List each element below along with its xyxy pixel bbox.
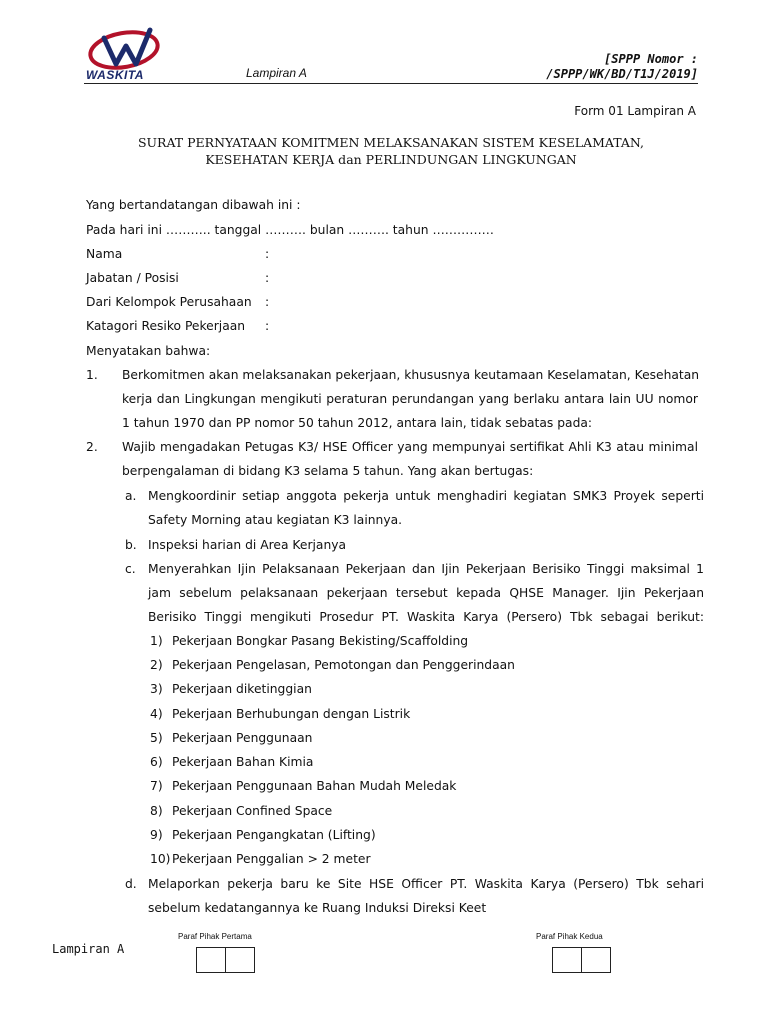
logo-wordmark: WASKITA	[86, 68, 144, 82]
list-number: 5)	[150, 731, 163, 745]
field-label-katagori: Katagori Resiko Pekerjaan	[86, 319, 246, 333]
field-colon: :	[265, 319, 270, 333]
item-1-line-3: 1 tahun 1970 dan PP nomor 50 tahun 2012, antara lain, tidak sebatas pada:	[122, 416, 593, 430]
list-item: Pekerjaan Bongkar Pasang Bekisting/Scaffolding	[172, 634, 469, 648]
list-item: Pekerjaan Pengelasan, Pemotongan dan Penggerindaan	[172, 658, 515, 672]
subitem-d-line-2: sebelum kedatangannya ke Ruang Induksi Direksi Keet	[148, 901, 487, 915]
subitem-letter: c.	[125, 562, 136, 576]
paraf-pertama-label: Paraf Pihak Pertama	[178, 932, 252, 941]
subitem-a-line-2: Safety Morning atau kegiatan K3 lainnya.	[148, 513, 403, 527]
paraf-kedua-box-1[interactable]	[552, 947, 582, 973]
item-number: 2.	[86, 440, 98, 454]
list-item: Pekerjaan Pengangkatan (Lifting)	[172, 828, 376, 842]
list-item: Pekerjaan diketinggian	[172, 682, 312, 696]
subitem-d-line-1: Melaporkan pekerja baru ke Site HSE Officer PT. Waskita Karya (Persero) Tbk sehari	[148, 877, 704, 891]
list-number: 3)	[150, 682, 163, 696]
list-number: 9)	[150, 828, 163, 842]
states-text: Menyatakan bahwa:	[86, 344, 211, 358]
item-2-line-2: berpengalaman di bidang K3 selama 5 tahun. Yang akan bertugas:	[122, 464, 534, 478]
subitem-letter: a.	[125, 489, 137, 503]
subitem-letter: b.	[125, 538, 137, 552]
field-label-kelompok: Dari Kelompok Perusahaan	[86, 295, 252, 309]
field-colon: :	[265, 295, 270, 309]
list-item: Pekerjaan Penggalian > 2 meter	[172, 852, 371, 866]
form-number: Form 01 Lampiran A	[574, 104, 696, 118]
field-label-jabatan: Jabatan / Posisi	[86, 271, 179, 285]
subitem-c-line-3: Berisiko Tinggi mengikuti Prosedur PT. Waskita Karya (Persero) Tbk sebagai berikut:	[148, 610, 704, 624]
field-label-nama: Nama	[86, 247, 123, 261]
header-lampiran: Lampiran A	[246, 66, 307, 80]
item-1-line-2: kerja dan Lingkungan mengikuti peraturan perundangan yang berlaku antara lain UU nomor	[122, 392, 698, 406]
list-item: Pekerjaan Berhubungan dengan Listrik	[172, 707, 411, 721]
paraf-pertama-box-1[interactable]	[196, 947, 226, 973]
subitem-b-line-1: Inspeksi harian di Area Kerjanya	[148, 538, 347, 552]
item-number: 1.	[86, 368, 98, 382]
paraf-kedua-box-2[interactable]	[581, 947, 611, 973]
item-1-line-1: Berkomitmen akan melaksanakan pekerjaan, khususnya keutamaan Keselamatan, Kesehatan	[122, 368, 700, 382]
document-title-line-1: SURAT PERNYATAAN KOMITMEN MELAKSANAKAN SISTEM KESELAMATAN,	[137, 135, 645, 150]
subitem-c-line-1: Menyerahkan Ijin Pelaksanaan Pekerjaan dan Ijin Pekerjaan Berisiko Tinggi maksimal 1	[148, 562, 704, 576]
list-number: 4)	[150, 707, 163, 721]
subitem-a-line-1: Mengkoordinir setiap anggota pekerja untuk menghadiri kegiatan SMK3 Proyek seperti	[148, 489, 704, 503]
field-colon: :	[265, 271, 270, 285]
document-title-line-2: KESEHATAN KERJA dan PERLINDUNGAN LINGKUNGAN	[205, 152, 577, 167]
list-item: Pekerjaan Confined Space	[172, 804, 333, 818]
list-number: 1)	[150, 634, 163, 648]
undersigned-text: Yang bertandatangan dibawah ini :	[86, 198, 301, 212]
date-line: Pada hari ini ……….. tanggal ………. bulan ………. tahun ……………	[86, 223, 494, 237]
field-colon: :	[265, 247, 270, 261]
list-item: Pekerjaan Penggunaan	[172, 731, 313, 745]
sppp-number	[546, 52, 698, 82]
header-divider	[84, 83, 698, 84]
paraf-kedua-label: Paraf Pihak Kedua	[536, 932, 603, 941]
list-number: 6)	[150, 755, 163, 769]
paraf-pertama-box-2[interactable]	[225, 947, 255, 973]
sppp-line-2: /SPPP/WK/BD/T1J/2019]	[546, 67, 698, 81]
subitem-letter: d.	[125, 877, 137, 891]
footer-lampiran: Lampiran A	[52, 942, 125, 956]
sppp-line-1: [SPPP Nomor :	[604, 52, 698, 66]
list-item: Pekerjaan Bahan Kimia	[172, 755, 314, 769]
subitem-c-line-2: jam sebelum pelaksanaan pekerjaan tersebut kepada QHSE Manager. Ijin Pekerjaan	[148, 586, 704, 600]
list-number: 10)	[150, 852, 171, 866]
item-2-line-1: Wajib mengadakan Petugas K3/ HSE Officer yang mempunyai sertifikat Ahli K3 atau minimal	[122, 440, 698, 454]
list-number: 7)	[150, 779, 163, 793]
list-number: 2)	[150, 658, 163, 672]
list-item: Pekerjaan Penggunaan Bahan Mudah Meledak	[172, 779, 457, 793]
list-number: 8)	[150, 804, 163, 818]
